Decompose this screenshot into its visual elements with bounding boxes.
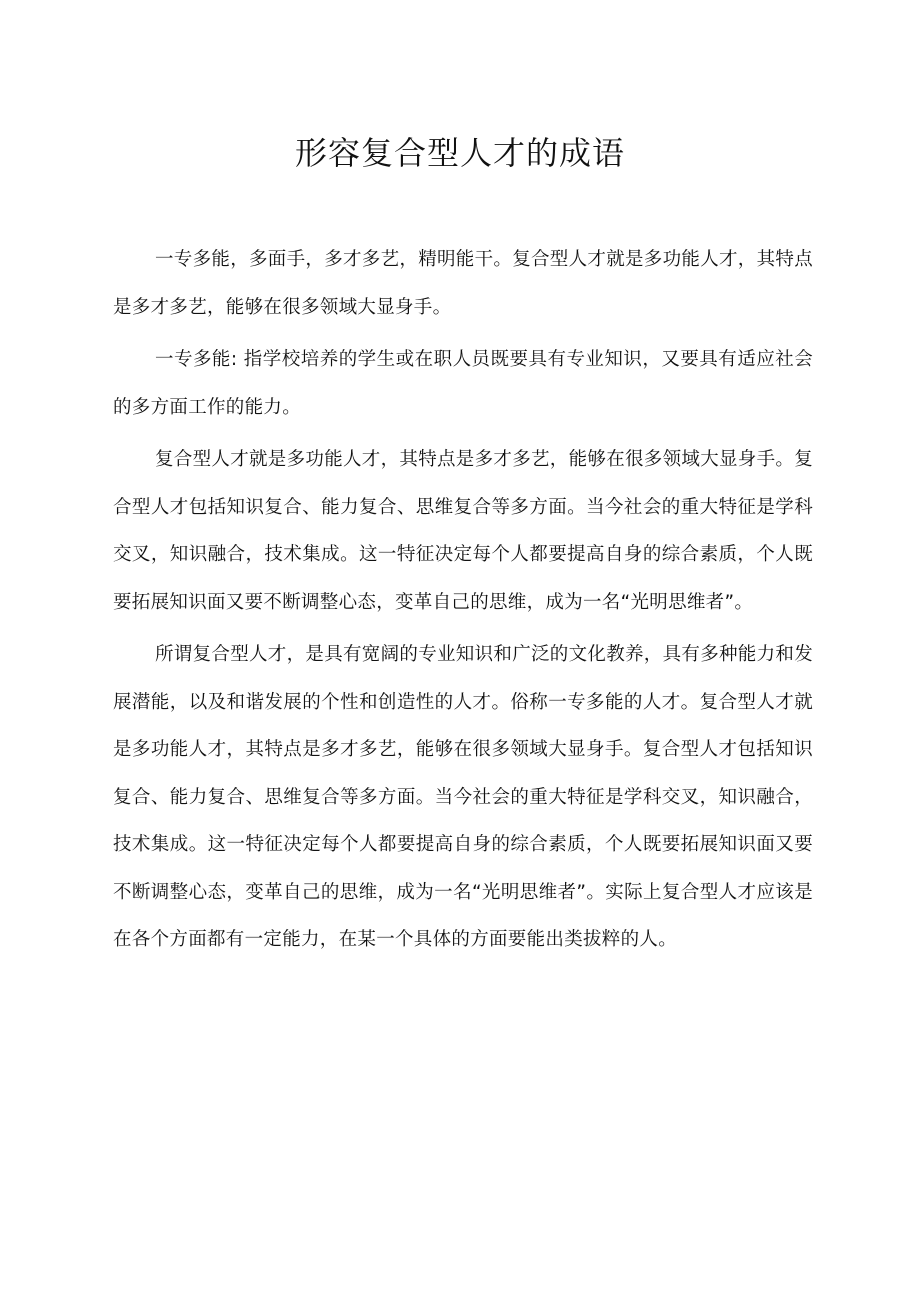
paragraph-1: 一专多能，多面手，多才多艺，精明能干。复合型人才就是多功能人才，其特点是多才多艺，能够在很多领域大显身手。 — [113, 249, 814, 318]
paragraph-4: 所谓复合型人才，是具有宽阔的专业知识和广泛的文化教养，具有多种能力和发展潜能，以及和谐发展的个性和创造性的人才。俗称一专多能的人才。复合型人才就是多功能人才，其特点是多才多艺，能够在很多领域大显身手。复合型人才包括知识复合、能力复合、思维复合等多方面。当今社会的重大特征是学科交叉，知识融合，技术集成。这一特征决定每个人都要提高自身的综合素质，个人既要拓展知识面又要不断调整心态，变革自己的思维，成为一名“光明思维者”。实际上复合型人才应该是在各个方面都有一定能力，在某一个具体的方面要能出类拔粹的人。 — [113, 644, 814, 950]
paragraph-2: 一专多能: 指学校培养的学生或在职人员既要具有专业知识，又要具有适应社会的多方面工作的能力。 — [113, 349, 813, 418]
document-title: 形容复合型人才的成语 — [294, 134, 625, 172]
paragraph-3: 复合型人才就是多功能人才，其特点是多才多艺，能够在很多领域大显身手。复合型人才包括知识复合、能力复合、思维复合等多方面。当今社会的重大特征是学科交叉，知识融合，技术集成。这一特征决定每个人都要提高自身的综合素质，个人既要拓展知识面又要不断调整心态，变革自己的思维，成为一名“光明思维者”。 — [113, 449, 814, 613]
document-body — [113, 236, 813, 969]
